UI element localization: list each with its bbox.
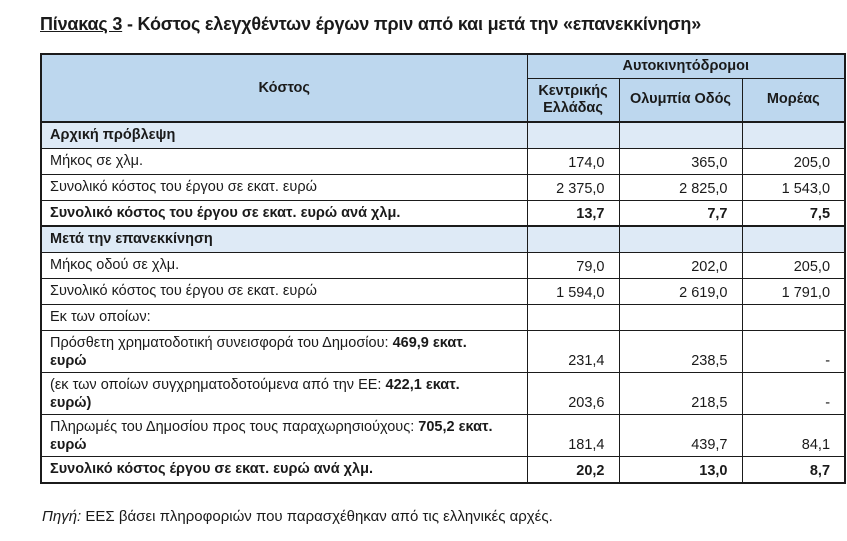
- value-cell: [742, 304, 845, 330]
- value-cell: [742, 226, 845, 252]
- value-cell: 13,0: [619, 457, 742, 483]
- row-label-line2: ευρώ: [50, 352, 87, 369]
- value-cell: 203,6: [527, 372, 619, 414]
- value-cell: 20,2: [527, 457, 619, 483]
- value-cell: -: [742, 330, 845, 372]
- row-label-cell: Εκ των οποίων:: [41, 304, 527, 330]
- value-cell: 1 594,0: [527, 278, 619, 304]
- table-header-group-row: [41, 54, 845, 78]
- value-cell: 205,0: [742, 148, 845, 174]
- value-cell: [527, 304, 619, 330]
- table-row: [41, 278, 845, 304]
- column-header-kentrikis-elladas: Κεντρικής Ελλάδας: [527, 78, 619, 122]
- value-cell: 181,4: [527, 415, 619, 457]
- cost-table: [40, 53, 846, 484]
- table-row: [41, 252, 845, 278]
- corner-header-cell: Κόστος: [41, 54, 527, 122]
- value-cell: 231,4: [527, 330, 619, 372]
- row-label-cell: Συνολικό κόστος του έργου σε εκατ. ευρώ ανά χλμ.: [41, 200, 527, 226]
- row-label-bold-amount: 705,2 εκατ.: [418, 419, 493, 435]
- source-note: [42, 508, 847, 525]
- value-cell: 202,0: [619, 252, 742, 278]
- section-row-after-restart: [41, 226, 845, 252]
- row-label-text: (εκ των οποίων συγχρηματοδοτούμενα από την ΕΕ:: [50, 376, 386, 393]
- row-label-cell: Συνολικό κόστος του έργου σε εκατ. ευρώ: [41, 278, 527, 304]
- value-cell: 79,0: [527, 252, 619, 278]
- source-label: Πηγή:: [42, 507, 82, 525]
- value-cell: [527, 122, 619, 148]
- page-title: [40, 14, 847, 35]
- row-label-bold-amount: 422,1 εκατ.: [385, 376, 460, 393]
- value-cell: 205,0: [742, 252, 845, 278]
- value-cell: 1 543,0: [742, 174, 845, 200]
- value-cell: 238,5: [619, 330, 742, 372]
- value-cell: [619, 304, 742, 330]
- column-header-moreas: Μορέας: [742, 78, 845, 122]
- table-row-of-which: [41, 304, 845, 330]
- row-label-cell: Μήκος οδού σε χλμ.: [41, 252, 527, 278]
- value-cell: 439,7: [619, 415, 742, 457]
- value-cell: 2 825,0: [619, 174, 742, 200]
- value-cell: [742, 122, 845, 148]
- value-cell: 7,5: [742, 200, 845, 226]
- row-label-line2: ευρώ: [50, 437, 87, 454]
- section-row-initial-forecast: [41, 122, 845, 148]
- table-row-eu-cofinanced: [41, 372, 845, 414]
- value-cell: [619, 122, 742, 148]
- row-label-cell: Μήκος σε χλμ.: [41, 148, 527, 174]
- value-cell: [527, 226, 619, 252]
- row-label-cell: [41, 330, 527, 372]
- value-cell: 13,7: [527, 200, 619, 226]
- value-cell: 8,7: [742, 457, 845, 483]
- table-row-additional-contribution: [41, 330, 845, 372]
- value-cell: 218,5: [619, 372, 742, 414]
- group-header-cell: Αυτοκινητόδρομοι: [527, 54, 845, 78]
- row-label-cell: [41, 372, 527, 414]
- table-number-label: Πίνακας 3: [40, 14, 123, 34]
- source-text: ΕΕΣ βάσει πληροφοριών που παρασχέθηκαν από τις ελληνικές αρχές.: [81, 507, 553, 525]
- value-cell: -: [742, 372, 845, 414]
- value-cell: 174,0: [527, 148, 619, 174]
- total-row-after-restart: [41, 457, 845, 483]
- table-row: [41, 148, 845, 174]
- row-label-text: Πληρωμές του Δημοσίου προς τους παραχωρησιούχους:: [50, 419, 419, 435]
- total-row-before-restart: [41, 200, 845, 226]
- row-label-line2: ευρώ): [50, 394, 92, 411]
- value-cell: 365,0: [619, 148, 742, 174]
- row-label-cell: Συνολικό κόστος του έργου σε εκατ. ευρώ: [41, 174, 527, 200]
- row-label-cell: [41, 415, 527, 457]
- table-row-state-payments: [41, 415, 845, 457]
- value-cell: 7,7: [619, 200, 742, 226]
- value-cell: 1 791,0: [742, 278, 845, 304]
- value-cell: 2 375,0: [527, 174, 619, 200]
- value-cell: [619, 226, 742, 252]
- value-cell: 2 619,0: [619, 278, 742, 304]
- row-label-cell: Αρχική πρόβλεψη: [41, 122, 527, 148]
- row-label-cell: Μετά την επανεκκίνηση: [41, 226, 527, 252]
- row-label-text: Πρόσθετη χρηματοδοτική συνεισφορά του Δημοσίου:: [50, 334, 393, 351]
- document-page: [0, 14, 847, 541]
- row-label-cell: Συνολικό κόστος έργου σε εκατ. ευρώ ανά χλμ.: [41, 457, 527, 483]
- title-text: - Κόστος ελεγχθέντων έργων πριν από και μετά την «επανεκκίνηση»: [122, 14, 702, 34]
- row-label-bold-amount: 469,9 εκατ.: [392, 334, 467, 351]
- column-header-olympia-odos: Ολυμπία Οδός: [619, 78, 742, 122]
- value-cell: 84,1: [742, 415, 845, 457]
- table-row: [41, 174, 845, 200]
